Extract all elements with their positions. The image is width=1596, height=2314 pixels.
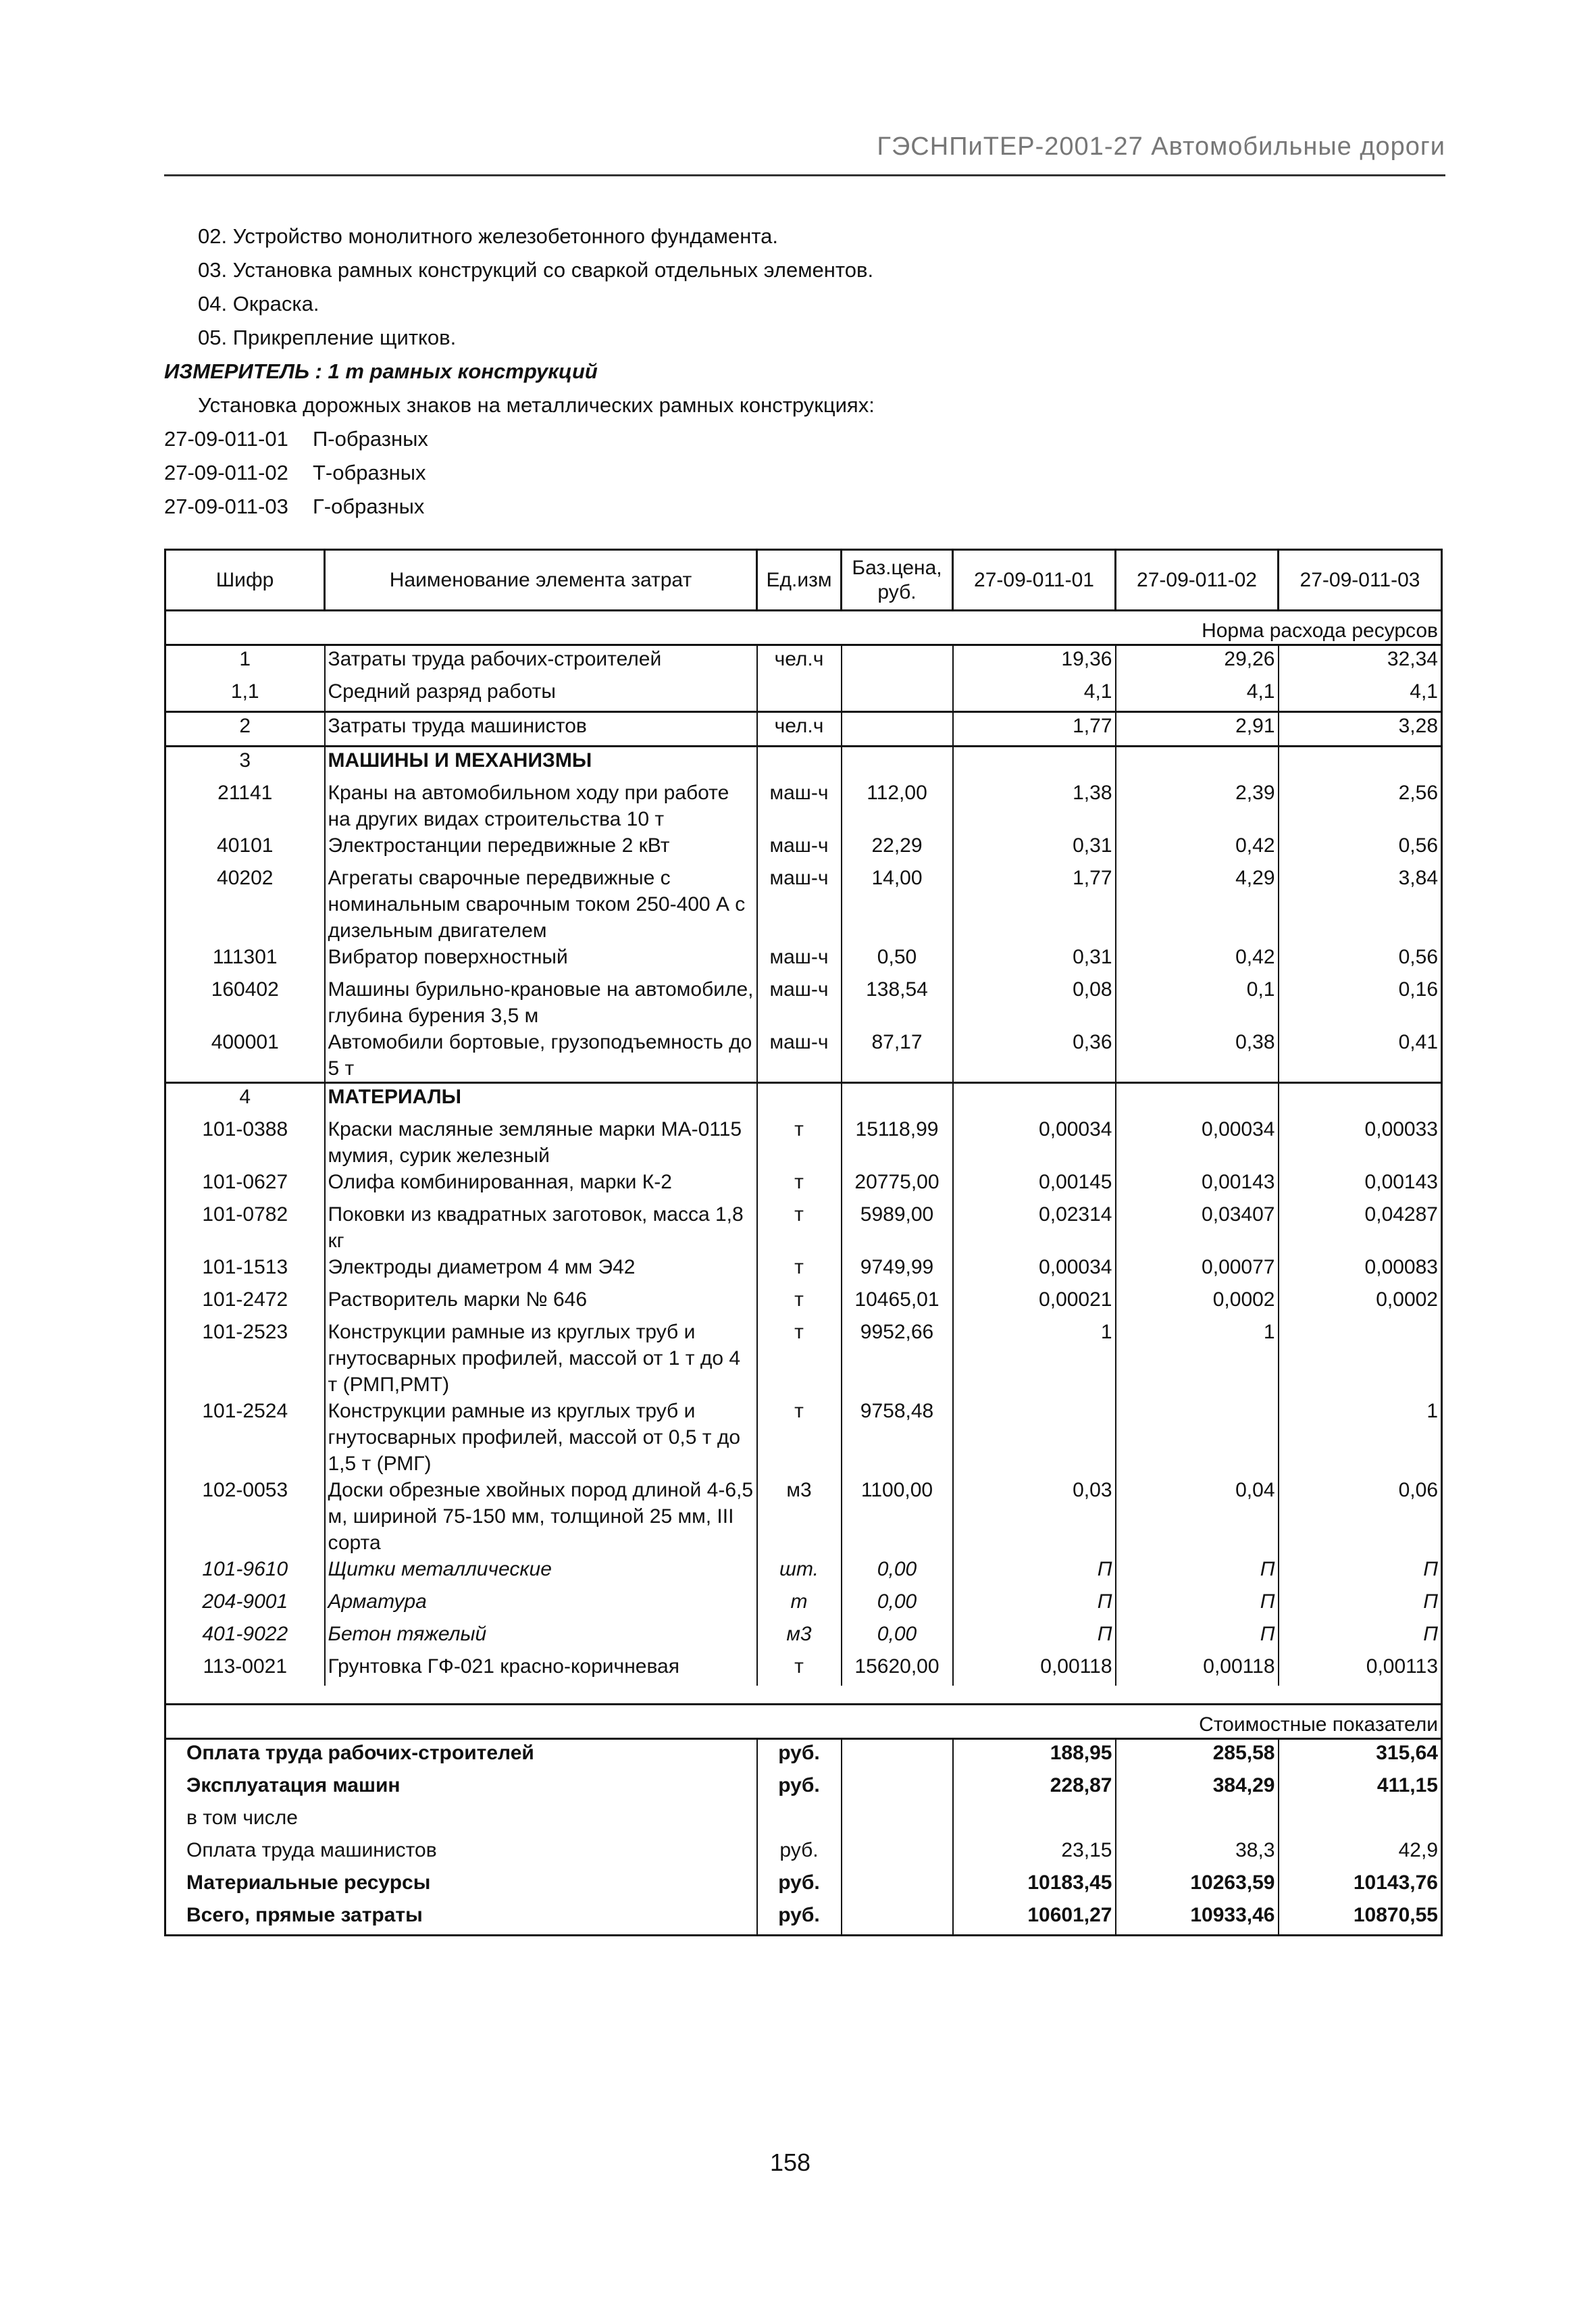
row-name: Олифа комбинированная, марки К-2	[325, 1169, 757, 1201]
row-name: Щитки металлические	[325, 1556, 757, 1588]
operation-line: 02. Устройство монолитного железобетонного фундамента.	[198, 224, 779, 248]
row-value-01: 0,31	[953, 944, 1116, 976]
row-value-02: 0,00034	[1116, 1116, 1279, 1169]
row-value-02: 0,38	[1116, 1029, 1279, 1083]
header-cell: Шифр	[165, 550, 325, 611]
code-name: Г-образных	[313, 495, 425, 518]
row-code: 101-1513	[165, 1254, 325, 1286]
row-unit: т	[757, 1201, 842, 1254]
header-cell: Баз.цена, руб.	[842, 550, 953, 611]
row-value-02: 4,1	[1116, 678, 1279, 712]
cost-unit	[757, 1805, 842, 1837]
row-unit: т	[757, 1588, 842, 1621]
code-entry	[164, 456, 1447, 490]
running-header: ГЭСНПиТЕР-2001-27 Автомобильные дороги	[877, 132, 1445, 161]
row-value-01: 0,00145	[953, 1169, 1116, 1201]
page-number: 158	[770, 2148, 811, 2176]
row-value-03: 1	[1279, 1398, 1442, 1477]
cost-caption: Стоимостные показатели	[165, 1705, 1442, 1739]
cost-value-02: 10933,46	[1116, 1902, 1279, 1936]
cost-name: Всего, прямые затраты	[165, 1902, 757, 1936]
row-unit: т	[757, 1254, 842, 1286]
measure-unit: ИЗМЕРИТЕЛЬ : 1 т рамных конструкций	[164, 359, 598, 383]
row-value-02: П	[1116, 1588, 1279, 1621]
row-value-01	[953, 747, 1116, 780]
code-number: 27-09-011-02	[164, 461, 288, 484]
row-value-01: П	[953, 1588, 1116, 1621]
row-code: 400001	[165, 1029, 325, 1083]
row-unit: шт.	[757, 1556, 842, 1588]
row-value-03: 4,1	[1279, 678, 1442, 712]
row-code: 40101	[165, 832, 325, 865]
table-row	[165, 1653, 1442, 1686]
table-row	[165, 1319, 1442, 1398]
table-row	[165, 944, 1442, 976]
spacer-row	[165, 1686, 1442, 1705]
row-value-02	[1116, 1083, 1279, 1117]
row-code: 101-2472	[165, 1286, 325, 1319]
row-price: 9952,66	[842, 1319, 953, 1398]
cost-value-02: 10263,59	[1116, 1869, 1279, 1902]
row-price: 5989,00	[842, 1201, 953, 1254]
cost-value-01: 228,87	[953, 1772, 1116, 1805]
row-price: 10465,01	[842, 1286, 953, 1319]
resource-table	[164, 549, 1443, 1936]
row-price: 1100,00	[842, 1477, 953, 1556]
table-row	[165, 1477, 1442, 1556]
row-price: 22,29	[842, 832, 953, 865]
row-code: 40202	[165, 865, 325, 944]
row-name: Конструкции рамные из круглых труб и гнутосварных профилей, массой от 1 т до 4 т (РМП,РМТ)	[325, 1319, 757, 1398]
row-value-03: 0,56	[1279, 944, 1442, 976]
table-row	[165, 1286, 1442, 1319]
cost-empty	[842, 1739, 953, 1773]
row-unit: маш-ч	[757, 976, 842, 1029]
row-price: 0,00	[842, 1621, 953, 1653]
row-unit	[757, 678, 842, 712]
row-unit: т	[757, 1653, 842, 1686]
row-unit: м3	[757, 1621, 842, 1653]
header-cell: Ед.изм	[757, 550, 842, 611]
row-price: 0,00	[842, 1588, 953, 1621]
row-unit: маш-ч	[757, 1029, 842, 1083]
code-name: Т-образных	[313, 461, 426, 484]
row-name: Затраты труда машинистов	[325, 712, 757, 747]
row-value-01: 19,36	[953, 645, 1116, 679]
row-code: 1,1	[165, 678, 325, 712]
row-name: Вибратор поверхностный	[325, 944, 757, 976]
row-value-03	[1279, 1319, 1442, 1398]
cost-unit: руб.	[757, 1772, 842, 1805]
row-value-01	[953, 1398, 1116, 1477]
row-value-02: П	[1116, 1621, 1279, 1653]
row-value-03: П	[1279, 1621, 1442, 1653]
row-value-03: 0,06	[1279, 1477, 1442, 1556]
row-name: Поковки из квадратных заготовок, масса 1,8 кг	[325, 1201, 757, 1254]
table-row	[165, 1201, 1442, 1254]
row-value-01: П	[953, 1621, 1116, 1653]
row-unit: чел.ч	[757, 645, 842, 679]
row-unit: т	[757, 1398, 842, 1477]
row-value-02: 0,04	[1116, 1477, 1279, 1556]
cost-value-03: 411,15	[1279, 1772, 1442, 1805]
row-price: 0,50	[842, 944, 953, 976]
row-value-03	[1279, 747, 1442, 780]
row-code: 113-0021	[165, 1653, 325, 1686]
row-unit: чел.ч	[757, 712, 842, 747]
row-name: Арматура	[325, 1588, 757, 1621]
table-row	[165, 1254, 1442, 1286]
row-value-03: 2,56	[1279, 780, 1442, 832]
cost-empty	[842, 1772, 953, 1805]
header-cell: Наименование элемента затрат	[325, 550, 757, 611]
row-value-02: 1	[1116, 1319, 1279, 1398]
cost-empty	[842, 1869, 953, 1902]
row-code: 102-0053	[165, 1477, 325, 1556]
table-row	[165, 747, 1442, 780]
row-code: 3	[165, 747, 325, 780]
cost-row	[165, 1869, 1442, 1902]
row-value-02: 29,26	[1116, 645, 1279, 679]
cost-value-01: 10183,45	[953, 1869, 1116, 1902]
table-row	[165, 1083, 1442, 1117]
row-name: Бетон тяжелый	[325, 1621, 757, 1653]
row-value-02: 0,0002	[1116, 1286, 1279, 1319]
cost-value-03	[1279, 1805, 1442, 1837]
table-row	[165, 780, 1442, 832]
row-value-01: 0,31	[953, 832, 1116, 865]
table-row	[165, 645, 1442, 679]
row-value-03: 0,00143	[1279, 1169, 1442, 1201]
table-header-row	[165, 550, 1442, 611]
cost-unit: руб.	[757, 1837, 842, 1869]
row-price	[842, 645, 953, 679]
cost-value-01: 10601,27	[953, 1902, 1116, 1936]
row-value-02: 2,39	[1116, 780, 1279, 832]
row-unit: т	[757, 1319, 842, 1398]
row-name: Автомобили бортовые, грузоподъемность до 5 т	[325, 1029, 757, 1083]
cost-row	[165, 1739, 1442, 1773]
row-value-01: 1,77	[953, 865, 1116, 944]
row-price: 112,00	[842, 780, 953, 832]
cost-value-01: 23,15	[953, 1837, 1116, 1869]
cost-unit: руб.	[757, 1869, 842, 1902]
cost-empty	[842, 1805, 953, 1837]
code-entry	[164, 490, 1447, 524]
row-value-03: 0,0002	[1279, 1286, 1442, 1319]
row-value-01: 0,02314	[953, 1201, 1116, 1254]
cost-value-01: 188,95	[953, 1739, 1116, 1773]
cost-row	[165, 1837, 1442, 1869]
cost-value-02	[1116, 1805, 1279, 1837]
row-code: 401-9022	[165, 1621, 325, 1653]
row-value-01: 0,00034	[953, 1254, 1116, 1286]
row-value-02: 0,42	[1116, 944, 1279, 976]
cost-row	[165, 1902, 1442, 1936]
row-value-03: П	[1279, 1556, 1442, 1588]
row-code: 101-9610	[165, 1556, 325, 1588]
row-value-03: 0,04287	[1279, 1201, 1442, 1254]
intro-block	[164, 220, 1447, 524]
row-code: 2	[165, 712, 325, 747]
row-value-01	[953, 1083, 1116, 1117]
row-code: 101-0388	[165, 1116, 325, 1169]
row-value-01: 1,38	[953, 780, 1116, 832]
row-value-01: П	[953, 1556, 1116, 1588]
table-row	[165, 976, 1442, 1029]
row-code: 101-2523	[165, 1319, 325, 1398]
row-value-03: 0,56	[1279, 832, 1442, 865]
row-unit	[757, 747, 842, 780]
row-value-02: 0,00118	[1116, 1653, 1279, 1686]
row-value-03: 3,28	[1279, 712, 1442, 747]
table-row	[165, 1588, 1442, 1621]
row-value-03: 0,00083	[1279, 1254, 1442, 1286]
cost-value-03: 42,9	[1279, 1837, 1442, 1869]
table-row	[165, 1116, 1442, 1169]
code-name: П-образных	[313, 427, 428, 451]
row-name: Грунтовка ГФ-021 красно-коричневая	[325, 1653, 757, 1686]
table-row	[165, 1169, 1442, 1201]
row-value-01: 0,00021	[953, 1286, 1116, 1319]
row-price: 9758,48	[842, 1398, 953, 1477]
row-code: 4	[165, 1083, 325, 1117]
row-unit: т	[757, 1169, 842, 1201]
code-entry	[164, 422, 1447, 456]
row-name: МАТЕРИАЛЫ	[325, 1083, 757, 1117]
cost-row	[165, 1772, 1442, 1805]
row-value-01: 4,1	[953, 678, 1116, 712]
row-name: Электростанции передвижные 2 кВт	[325, 832, 757, 865]
cost-value-03: 315,64	[1279, 1739, 1442, 1773]
row-unit: м3	[757, 1477, 842, 1556]
cost-empty	[842, 1837, 953, 1869]
row-unit: т	[757, 1286, 842, 1319]
table-row	[165, 1621, 1442, 1653]
row-name: Краны на автомобильном ходу при работе на других видах строительства 10 т	[325, 780, 757, 832]
row-name: Средний разряд работы	[325, 678, 757, 712]
operation-line: 04. Окраска.	[198, 292, 319, 316]
table-row	[165, 1398, 1442, 1477]
table-row	[165, 678, 1442, 712]
norm-caption: Норма расхода ресурсов	[165, 611, 1442, 645]
cost-value-02: 38,3	[1116, 1837, 1279, 1869]
row-name: Затраты труда рабочих-строителей	[325, 645, 757, 679]
row-value-02	[1116, 1398, 1279, 1477]
row-name: Конструкции рамные из круглых труб и гнутосварных профилей, массой от 0,5 т до 1,5 т (РМГ)	[325, 1398, 757, 1477]
row-price: 9749,99	[842, 1254, 953, 1286]
row-value-02: 4,29	[1116, 865, 1279, 944]
row-price: 0,00	[842, 1556, 953, 1588]
row-name: МАШИНЫ И МЕХАНИЗМЫ	[325, 747, 757, 780]
row-price: 15118,99	[842, 1116, 953, 1169]
row-value-02: 0,42	[1116, 832, 1279, 865]
row-value-01: 1,77	[953, 712, 1116, 747]
row-unit: маш-ч	[757, 780, 842, 832]
row-code: 204-9001	[165, 1588, 325, 1621]
row-value-01: 0,03	[953, 1477, 1116, 1556]
row-code: 101-0782	[165, 1201, 325, 1254]
row-value-01: 0,00034	[953, 1116, 1116, 1169]
row-value-03: 3,84	[1279, 865, 1442, 944]
cost-unit: руб.	[757, 1739, 842, 1773]
row-price: 14,00	[842, 865, 953, 944]
spacer-cell	[165, 1686, 1442, 1705]
table-row	[165, 832, 1442, 865]
row-price: 20775,00	[842, 1169, 953, 1201]
cost-value-02: 384,29	[1116, 1772, 1279, 1805]
row-value-02: 0,00077	[1116, 1254, 1279, 1286]
row-name: Электроды диаметром 4 мм Э42	[325, 1254, 757, 1286]
header-rule	[164, 174, 1445, 176]
row-unit: маш-ч	[757, 865, 842, 944]
cost-value-02: 285,58	[1116, 1739, 1279, 1773]
row-unit: маш-ч	[757, 944, 842, 976]
row-price: 87,17	[842, 1029, 953, 1083]
row-value-02: 2,91	[1116, 712, 1279, 747]
row-name: Агрегаты сварочные передвижные с номинальным сварочным током 250-400 А с дизельным двигателем	[325, 865, 757, 944]
operation-line: 03. Установка рамных конструкций со сваркой отдельных элементов.	[198, 258, 874, 282]
row-unit	[757, 1083, 842, 1117]
row-value-01: 0,36	[953, 1029, 1116, 1083]
row-value-02: 0,00143	[1116, 1169, 1279, 1201]
row-code: 1	[165, 645, 325, 679]
row-value-03: 32,34	[1279, 645, 1442, 679]
section-title: Установка дорожных знаков на металлических рамных конструкциях:	[198, 393, 875, 417]
row-unit: маш-ч	[757, 832, 842, 865]
table-row	[165, 865, 1442, 944]
row-name: Краски масляные земляные марки МА-0115 мумия, сурик железный	[325, 1116, 757, 1169]
row-value-02: 0,1	[1116, 976, 1279, 1029]
header-cell: 27-09-011-03	[1279, 550, 1442, 611]
header-cell: 27-09-011-02	[1116, 550, 1279, 611]
row-code: 160402	[165, 976, 325, 1029]
row-value-03: 0,41	[1279, 1029, 1442, 1083]
row-code: 101-2524	[165, 1398, 325, 1477]
cost-value-03: 10870,55	[1279, 1902, 1442, 1936]
row-value-01: 1	[953, 1319, 1116, 1398]
row-price	[842, 678, 953, 712]
table-row	[165, 1029, 1442, 1083]
cost-caption-row	[165, 1705, 1442, 1739]
row-value-03: 0,00113	[1279, 1653, 1442, 1686]
cost-name: в том числе	[165, 1805, 757, 1837]
operation-line: 05. Прикрепление щитков.	[198, 326, 457, 349]
table-row	[165, 712, 1442, 747]
cost-name: Оплата труда рабочих-строителей	[165, 1739, 757, 1773]
code-number: 27-09-011-03	[164, 495, 288, 518]
row-price: 15620,00	[842, 1653, 953, 1686]
code-number: 27-09-011-01	[164, 427, 288, 451]
row-unit: т	[757, 1116, 842, 1169]
row-name: Машины бурильно-крановые на автомобиле, глубина бурения 3,5 м	[325, 976, 757, 1029]
row-value-03: П	[1279, 1588, 1442, 1621]
cost-row	[165, 1805, 1442, 1837]
cost-value-01	[953, 1805, 1116, 1837]
row-value-02: 0,03407	[1116, 1201, 1279, 1254]
row-price: 138,54	[842, 976, 953, 1029]
row-value-02	[1116, 747, 1279, 780]
row-name: Доски обрезные хвойных пород длиной 4-6,5 м, шириной 75-150 мм, толщиной 25 мм, III сорта	[325, 1477, 757, 1556]
row-code: 101-0627	[165, 1169, 325, 1201]
cost-name: Оплата труда машинистов	[165, 1837, 757, 1869]
row-value-03: 0,00033	[1279, 1116, 1442, 1169]
table-row	[165, 1556, 1442, 1588]
cost-name: Эксплуатация машин	[165, 1772, 757, 1805]
row-name: Растворитель марки № 646	[325, 1286, 757, 1319]
row-price	[842, 712, 953, 747]
row-price	[842, 747, 953, 780]
row-value-01: 0,00118	[953, 1653, 1116, 1686]
cost-value-03: 10143,76	[1279, 1869, 1442, 1902]
header-cell: 27-09-011-01	[953, 550, 1116, 611]
row-price	[842, 1083, 953, 1117]
cost-name: Материальные ресурсы	[165, 1869, 757, 1902]
row-value-03: 0,16	[1279, 976, 1442, 1029]
norm-caption-row	[165, 611, 1442, 645]
cost-unit: руб.	[757, 1902, 842, 1936]
row-value-01: 0,08	[953, 976, 1116, 1029]
row-code: 111301	[165, 944, 325, 976]
cost-empty	[842, 1902, 953, 1936]
row-value-03	[1279, 1083, 1442, 1117]
row-code: 21141	[165, 780, 325, 832]
row-value-02: П	[1116, 1556, 1279, 1588]
